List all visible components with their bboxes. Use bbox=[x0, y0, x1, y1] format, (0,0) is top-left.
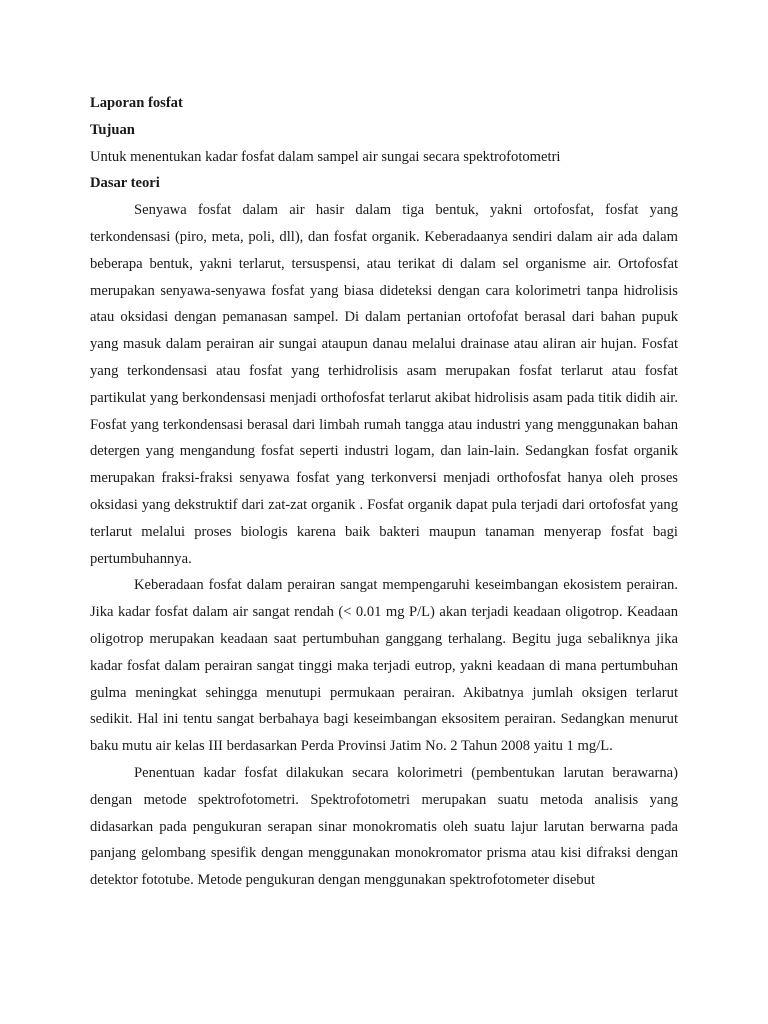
paragraph-3: Penentuan kadar fosfat dilakukan secara kolorimetri (pembentukan larutan berawarna) dengan metode spektrofotometri. Spektrofotometri merupakan suatu metoda analisis yang didasarkan pada pengukuran serapan sinar monokromatis oleh suatu lajur larutan berwarna pada panjang gelombang spesifik dengan menggunakan monokromator prisma atau kisi difraksi dengan detektor fototube. Metode pengukuran dengan menggunakan spektrofotometer disebut bbox=[90, 764, 678, 889]
tujuan-heading: Tujuan bbox=[90, 121, 135, 138]
document-title: Laporan fosfat bbox=[90, 95, 183, 111]
tujuan-text: Untuk menentukan kadar fosfat dalam sampel air sungai secara spektrofotometri bbox=[90, 148, 561, 165]
paragraph-2: Keberadaan fosfat dalam perairan sangat mempengaruhi keseimbangan ekosistem perairan. Jika kadar fosfat dalam air sangat rendah (< 0.01 mg P/L) akan terjadi keadaan oligotrop. Keadaan oligotrop merupakan keadaan saat pertumbuhan ganggang terhalang. Begitu juga sebaliknya jika kadar fosfat dalam perairan sangat tinggi maka terjadi eutrop, yakni keadaan di mana pertumbuhan gulma meningkat sehingga menutupi permukaan perairan. Akibatnya jumlah oksigen terlarut sedikit. Hal ini tentu sangat berbahaya bagi keseimbangan eksositem perairan. Sedangkan menurut baku mutu air kelas III berdasarkan Perda Provinsi Jatim No. 2 Tahun 2008 yaitu 1 mg/L. bbox=[90, 577, 678, 755]
document-page bbox=[90, 90, 678, 894]
dasar-teori-heading: Dasar teori bbox=[90, 175, 160, 192]
paragraph-1: Senyawa fosfat dalam air hasir dalam tiga bentuk, yakni ortofosfat, fosfat yang terkondensasi (piro, meta, poli, dll), dan fosfat organik. Keberadaanya sendiri dalam air ada dalam beberapa bentuk, yakni terlarut, tersuspensi, atau terikat di dalam sel organisme air. Ortofosfat merupakan senyawa-senyawa fosfat yang biasa dideteksi dengan cara kolorimetri tanpa hidrolisis atau oksidasi dengan pemanasan sampel. Di dalam pertanian ortofofat berasal dari bahan pupuk yang masuk dalam perairan air sungai ataupun danau melalui drainase atau aliran air hujan. Fosfat yang terkondensasi atau fosfat yang terhidrolisis asam merupakan fosfat terlarut atau fosfat partikulat yang berkondensasi menjadi orthofosfat terlarut akibat hidrolisis asam pada titik didih air. Fosfat yang terkondensasi berasal dari limbah rumah tangga atau industri yang menggunakan bahan detergen yang mengandung fosfat seperti industri logam, dan lain-lain. Sedangkan fosfat organik merupakan fraksi-fraksi senyawa fosfat yang terkonversi menjadi orthofosfat hanya oleh proses oksidasi yang dekstruktif dari zat-zat organik . Fosfat organik dapat pula terjadi dari ortofosfat yang terlarut melalui proses biologis karena baik bakteri maupun tanaman menyerap fosfat bagi pertumbuhannya. bbox=[90, 202, 678, 567]
